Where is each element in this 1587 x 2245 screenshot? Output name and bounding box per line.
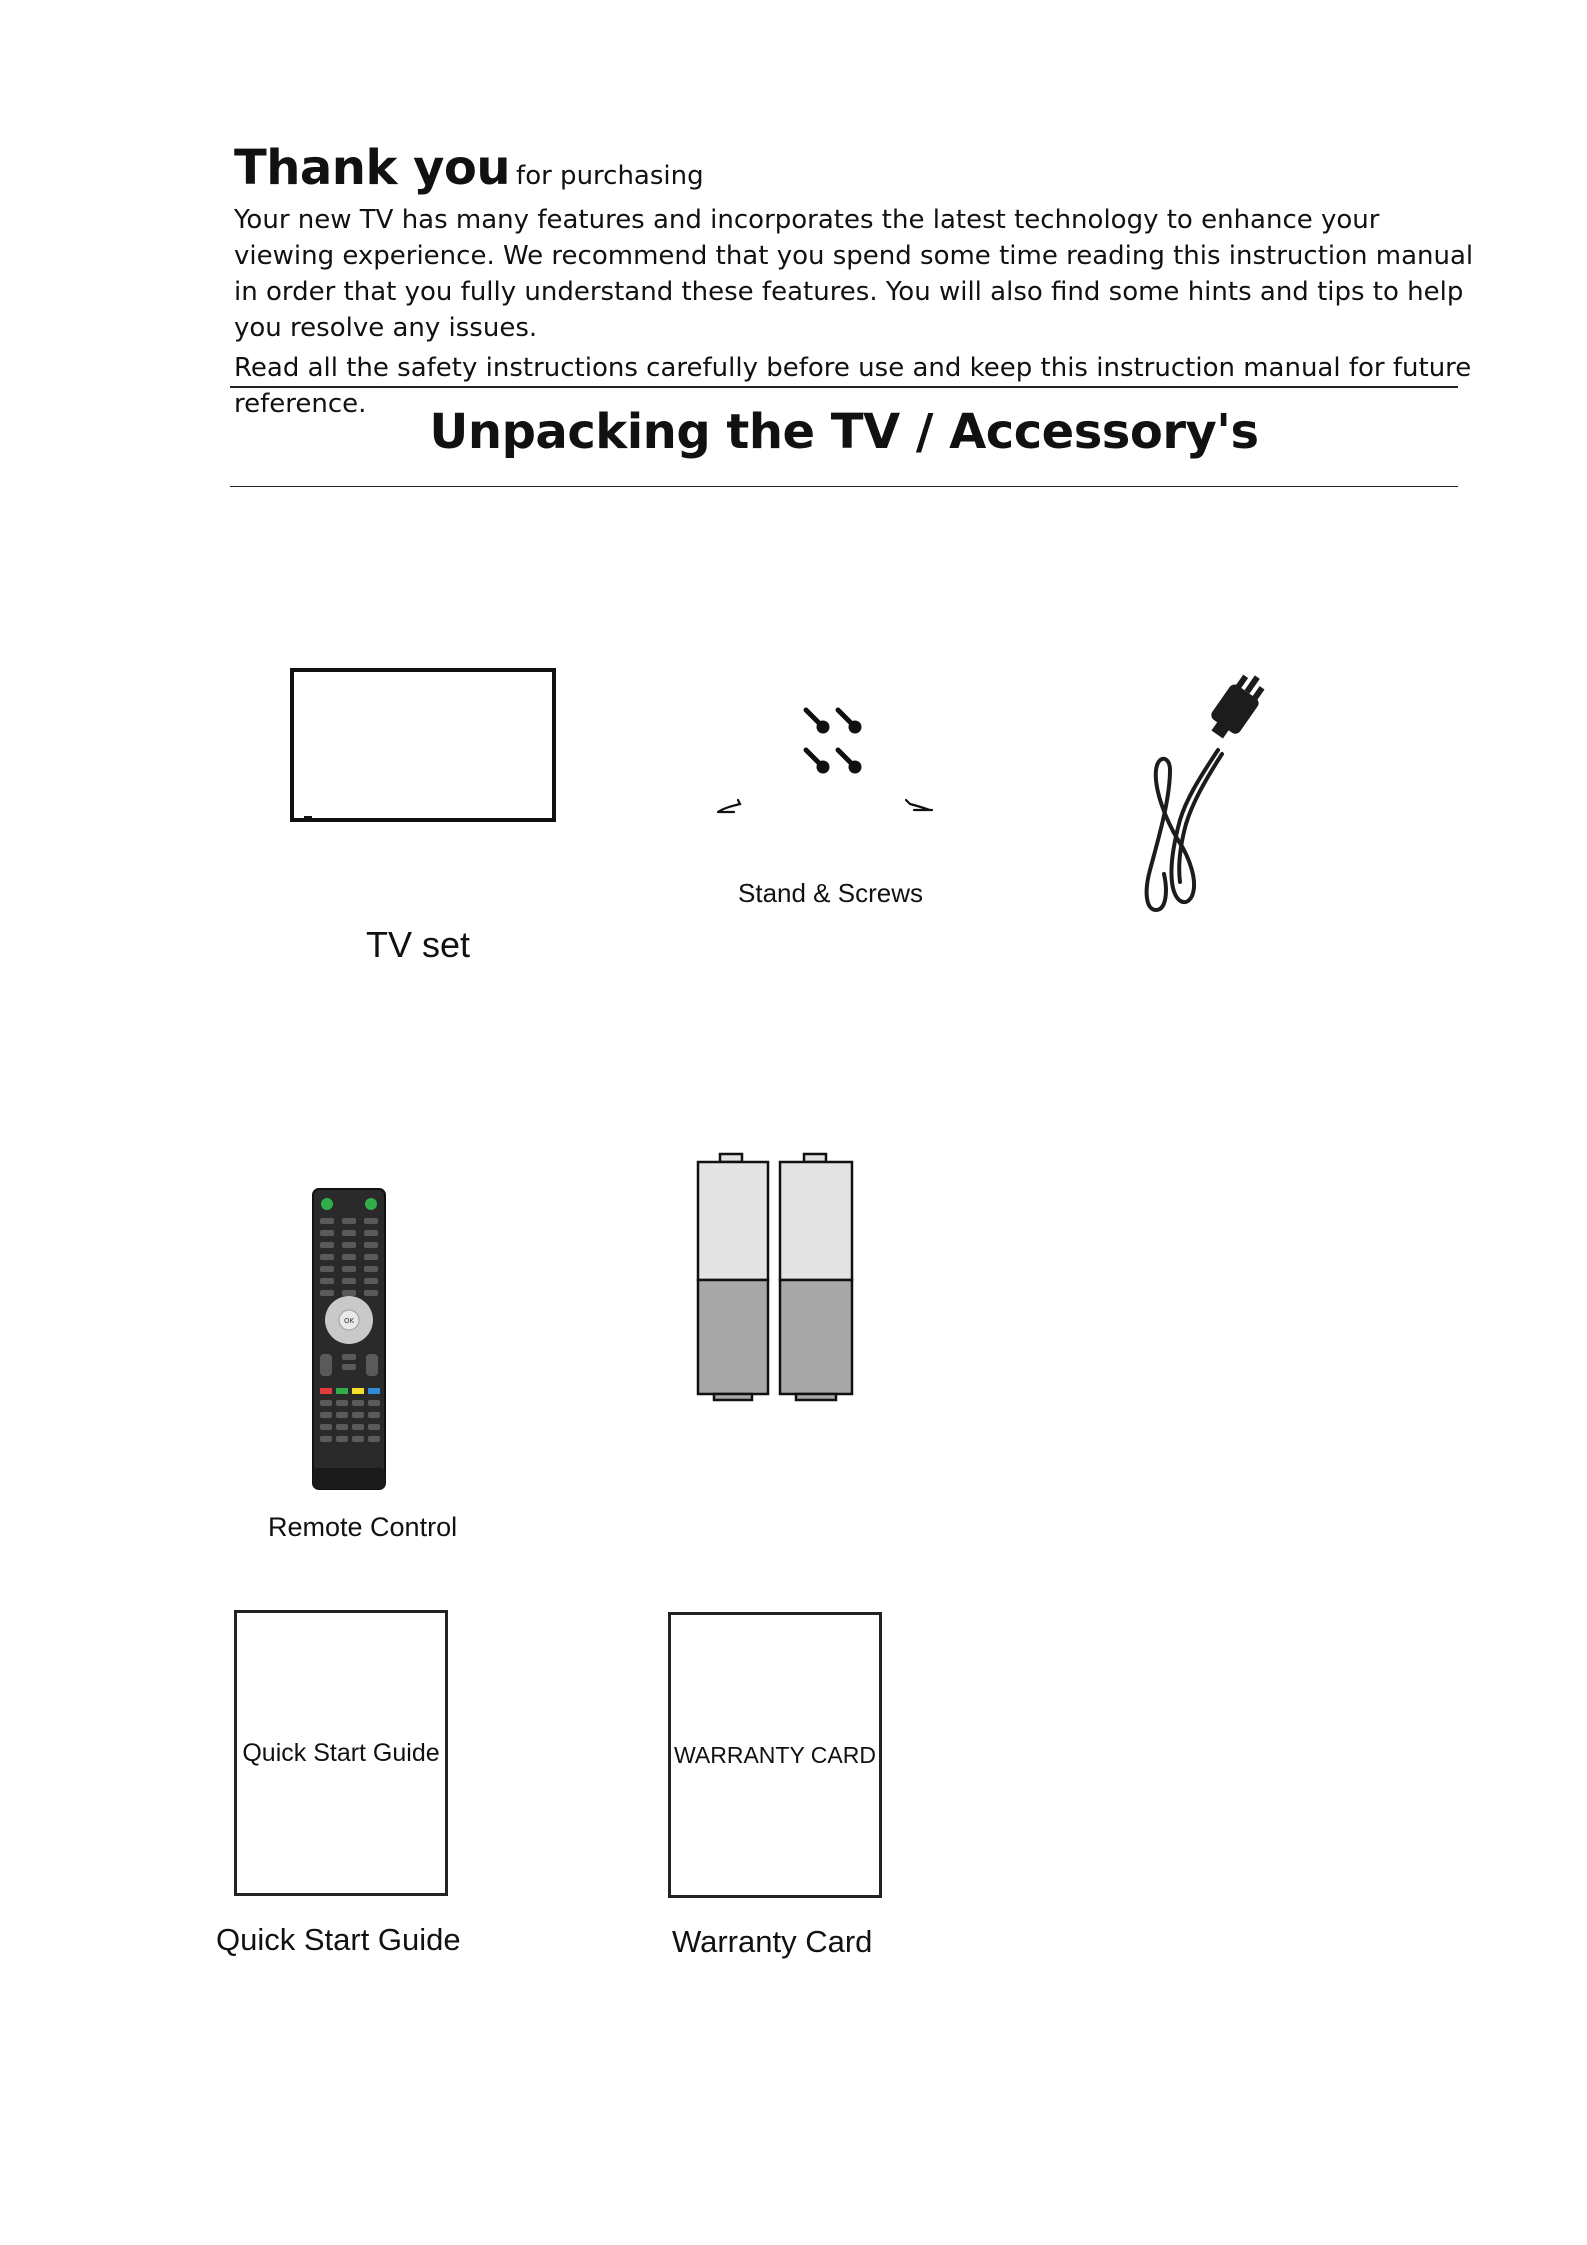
quick-start-guide-box — [234, 1610, 448, 1896]
quick-start-guide-box-label: Quick Start Guide — [242, 1738, 440, 1767]
quick-start-guide-caption: Quick Start Guide — [216, 1922, 461, 1957]
intro-paragraph: Your new TV has many features and incorporates the latest technology to enhance your viewing experience. We recommend that you spend some time reading this instruction manual in order that you fully understand these features. You will also find some hints and tips to help you resolve any issues. — [234, 205, 1474, 343]
thank-you-heading — [234, 140, 704, 196]
remote-control-illustration — [312, 1188, 386, 1490]
batteries-illustration — [694, 1152, 858, 1404]
warranty-card-box — [668, 1612, 882, 1898]
warranty-card-box-label: WARRANTY CARD — [674, 1741, 876, 1768]
warranty-card-caption: Warranty Card — [672, 1924, 873, 1959]
section-title: Unpacking the TV / Accessory's — [429, 404, 1259, 460]
intro-text — [234, 202, 1484, 422]
stand-screws-illustration — [710, 700, 940, 830]
remote-ok-label: OK — [343, 1317, 355, 1325]
stand-screws-caption: Stand & Screws — [738, 878, 923, 908]
thank-you-text: Thank you — [234, 140, 511, 196]
for-purchasing-text: for purchasing — [516, 161, 704, 191]
section-top-rule — [230, 386, 1458, 388]
remote-control-caption: Remote Control — [268, 1512, 458, 1542]
section-bottom-rule — [230, 486, 1458, 487]
tv-set-caption: TV set — [366, 924, 471, 965]
power-cord-icon — [1108, 670, 1288, 920]
safety-note: Read all the safety instructions carefully before use and keep this instruction manual for future reference. — [234, 353, 1472, 419]
tv-set-illustration — [286, 664, 562, 826]
